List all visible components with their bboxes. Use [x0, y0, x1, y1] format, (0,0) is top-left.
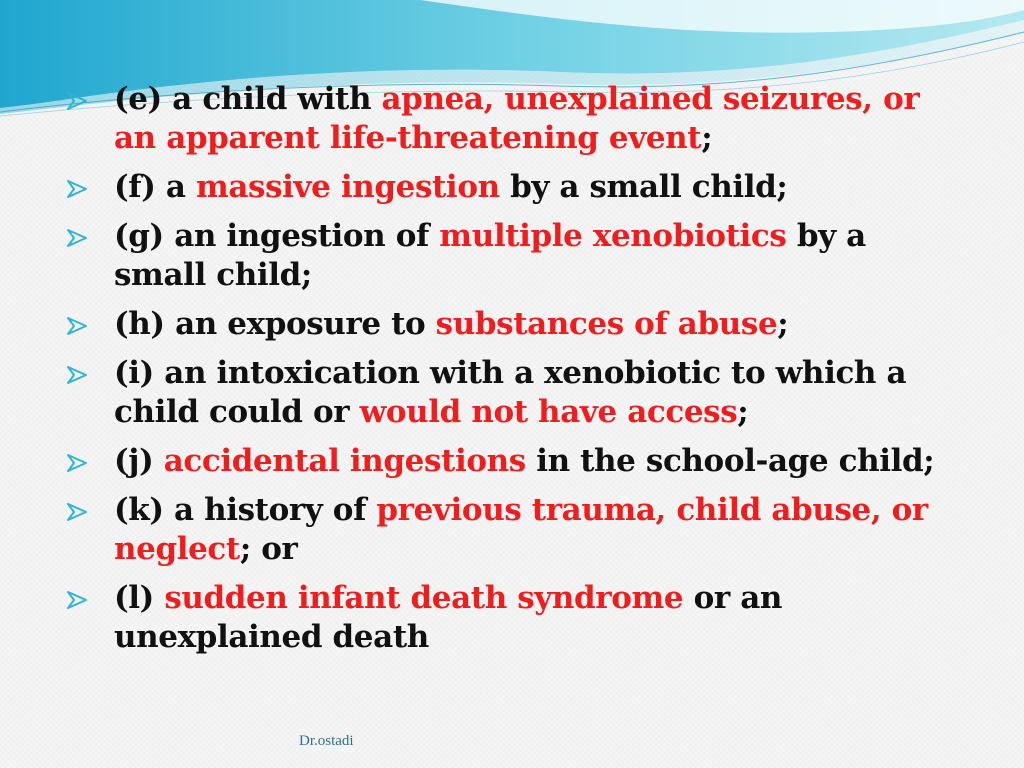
bullet-text: (e) a child with	[114, 81, 382, 117]
arrow-bullet-icon	[66, 590, 88, 610]
bullet-item	[66, 217, 966, 295]
arrow-bullet-icon	[66, 179, 88, 199]
bullet-text-end: ; or	[239, 531, 298, 567]
arrow-bullet-icon	[66, 228, 88, 248]
bullet-text: (h) an exposure to	[114, 306, 436, 342]
bullet-text-end: in the school-age child;	[525, 443, 935, 479]
bullet-text: (l)	[114, 580, 165, 616]
bullet-list	[66, 80, 966, 657]
bullet-text: (f) a	[114, 169, 196, 205]
bullet-text-end: ;	[701, 120, 713, 156]
arrow-bullet-icon	[66, 502, 88, 522]
bullet-text-end: by a small child;	[499, 169, 788, 205]
bullet-highlight: would not have access	[359, 394, 738, 430]
bullet-highlight: massive ingestion	[195, 169, 500, 205]
bullet-content	[66, 80, 966, 667]
bullet-text-end: ;	[777, 306, 789, 342]
bullet-text: (j)	[114, 443, 164, 479]
bullet-text-end: or an unexplained death	[114, 580, 783, 655]
arrow-bullet-icon	[66, 365, 88, 385]
bullet-item	[66, 442, 966, 481]
arrow-bullet-icon	[66, 316, 88, 336]
bullet-highlight: multiple xenobiotics	[439, 218, 787, 254]
bullet-item	[66, 305, 966, 344]
arrow-bullet-icon	[66, 91, 88, 111]
bullet-text-end: ;	[737, 394, 749, 430]
bullet-highlight: substances of abuse	[435, 306, 778, 342]
bullet-highlight: accidental ingestions	[163, 443, 526, 479]
bullet-text-end: by a small child;	[114, 218, 866, 293]
bullet-item	[66, 354, 966, 432]
bullet-item	[66, 491, 966, 569]
arrow-bullet-icon	[66, 453, 88, 473]
bullet-text: (i) an intoxication with a xenobiotic to which a child could or	[114, 355, 907, 430]
bullet-highlight: sudden infant death syndrome	[164, 580, 684, 616]
footer-author: Dr.ostadi	[299, 733, 354, 749]
bullet-item	[66, 168, 966, 207]
bullet-highlight: apnea, unexplained seizures, or an apparent life-threatening event	[114, 81, 920, 156]
bullet-text: (g) an ingestion of	[114, 218, 440, 254]
bullet-item	[66, 80, 966, 158]
bullet-highlight: previous trauma, child abuse, or neglect	[114, 492, 928, 567]
bullet-item	[66, 579, 966, 657]
bullet-text: (k) a history of	[114, 492, 377, 528]
